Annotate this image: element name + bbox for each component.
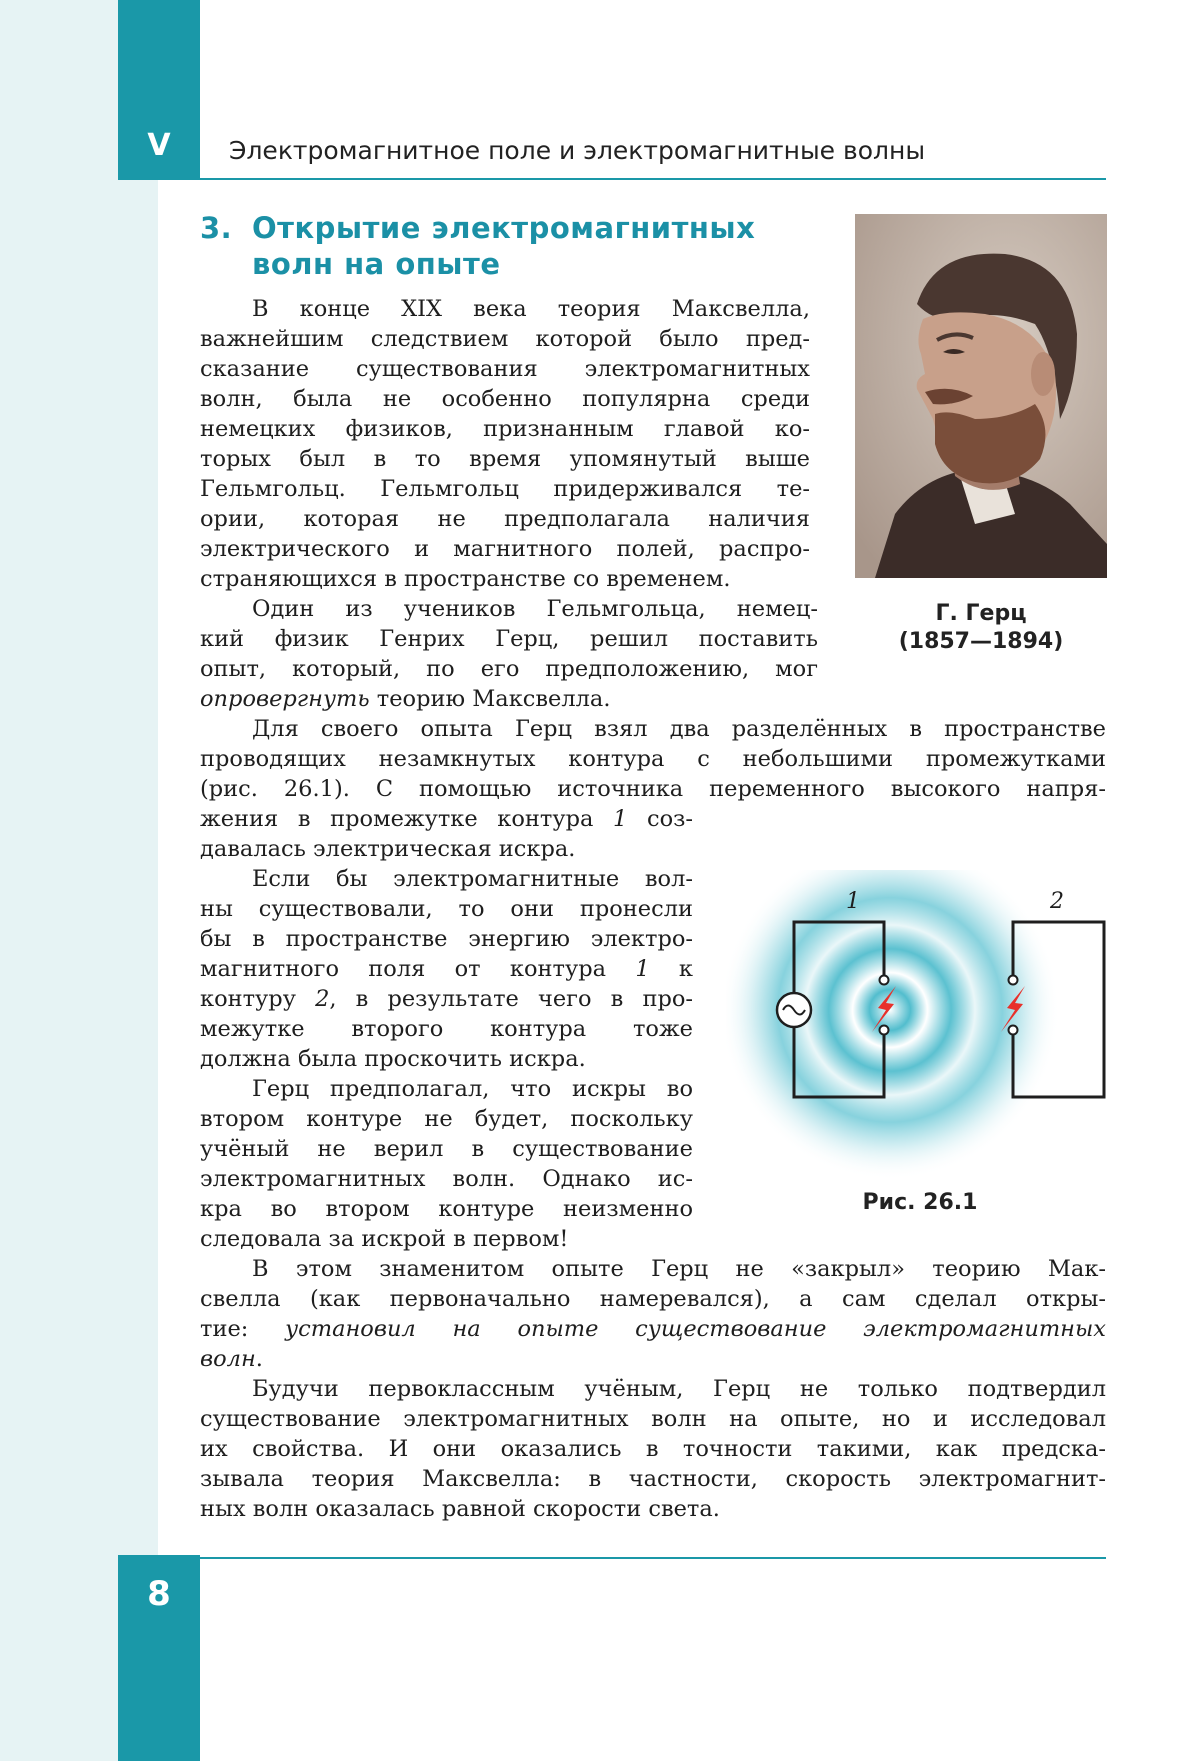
text-line: электрического и магнитного полей, распро-	[200, 536, 810, 562]
wave-field	[726, 870, 1060, 1180]
paragraph-2	[200, 594, 818, 714]
figure-26-1	[726, 870, 1116, 1190]
text-line: ны существовали, то они пронесли	[200, 896, 693, 922]
text-line: волн, была не особенно популярна среди	[200, 386, 810, 412]
section-title-line1: Открытие электромагнитных	[252, 211, 756, 245]
text-line	[200, 954, 693, 984]
text-line: Будучи первоклассным учёным, Герц не только подтвердил	[252, 1376, 1106, 1402]
section-number: 3.	[200, 211, 233, 245]
text-line: свелла (как первоначально намеревался), а сам сделал откры-	[200, 1286, 1106, 1312]
text-line: опыт, который, по его предположению, мог	[200, 656, 818, 682]
text-line	[200, 1314, 1106, 1344]
text-fragment: соз-	[627, 806, 693, 832]
page-number: 8	[147, 1574, 171, 1614]
text-fragment: к	[649, 956, 693, 982]
text-line	[200, 684, 818, 714]
emphasis-text: установил на опыте существование электромагнитных	[285, 1316, 1106, 1342]
paragraph-3-tail	[200, 804, 693, 864]
text-line: немецких физиков, признанным главой ко-	[200, 416, 810, 442]
text-line	[200, 804, 693, 834]
paragraph-4	[200, 864, 693, 1074]
hertz-portrait	[855, 214, 1107, 578]
text-line: В этом знаменитом опыте Герц не «закрыл» теорию Мак-	[252, 1256, 1106, 1282]
text-fragment: тие:	[200, 1316, 286, 1342]
text-fragment: , в результате чего в про-	[329, 986, 693, 1012]
gap-terminal	[880, 976, 889, 985]
text-line: В конце XIX века теория Максвелла,	[252, 296, 810, 322]
paragraph-1	[200, 294, 810, 594]
text-line	[200, 1344, 1106, 1374]
text-line: Гельмгольц. Гельмгольц придерживался те-	[200, 476, 810, 502]
text-fragment: контуру	[200, 986, 316, 1012]
contour-number: 1	[613, 806, 628, 832]
text-line: давалась электрическая искра.	[200, 836, 576, 862]
text-line: (рис. 26.1). С помощью источника переменного высокого напря-	[200, 776, 1106, 802]
text-line: торых был в то время упомянутый выше	[200, 446, 810, 472]
portrait-years: (1857—1894)	[898, 629, 1064, 654]
paragraph-7	[200, 1374, 1106, 1524]
chapter-number: V	[147, 128, 171, 163]
text-fragment: магнитного поля от контура	[200, 956, 636, 982]
section-title-line2: волн на опыте	[252, 247, 501, 281]
text-line: бы в пространстве энергию электро-	[200, 926, 693, 952]
text-fragment: .	[255, 1346, 263, 1372]
contour-number: 2	[315, 986, 330, 1012]
text-line: ных волн оказалась равной скорости света.	[200, 1496, 720, 1522]
portrait-caption	[855, 600, 1107, 656]
text-line	[200, 984, 693, 1014]
text-line: втором контуре не будет, поскольку	[200, 1106, 693, 1132]
text-line: кий физик Генрих Герц, решил поставить	[200, 626, 818, 652]
contour-label-1: 1	[846, 889, 860, 914]
contour-label-2: 2	[1050, 889, 1064, 914]
hertz-experiment-diagram	[726, 870, 1116, 1190]
gap-terminal	[1009, 976, 1018, 985]
portrait-drawing	[855, 214, 1107, 578]
text-line: их свойства. И они оказались в точности такими, как предска-	[200, 1436, 1106, 1462]
text-line: электромагнитных волн. Однако ис-	[200, 1166, 693, 1192]
text-line: межутке второго контура тоже	[200, 1016, 693, 1042]
text-line: следовала за искрой в первом!	[200, 1226, 569, 1252]
text-line: Для своего опыта Герц взял два разделённых в пространстве	[252, 716, 1106, 742]
text-line: существование электромагнитных волн на опыте, но и исследовал	[200, 1406, 1106, 1432]
text-fragment: жения в промежутке контура	[200, 806, 614, 832]
header-rule	[200, 178, 1106, 180]
footer-rule	[200, 1557, 1106, 1559]
text-line: проводящих незамкнутых контура с небольшими промежутками	[200, 746, 1106, 772]
paragraph-6	[200, 1254, 1106, 1374]
page-margin	[0, 0, 158, 1761]
text-line: Если бы электромагнитные вол-	[252, 866, 693, 892]
text-line: учёный не верил в существование	[200, 1136, 693, 1162]
paragraph-3	[200, 714, 1106, 804]
text-line: кра во втором контуре неизменно	[200, 1196, 693, 1222]
text-line: важнейшим следствием которой было пред-	[200, 326, 810, 352]
gap-terminal	[1009, 1026, 1018, 1035]
text-line: ории, которая не предполагала наличия	[200, 506, 810, 532]
emphasis-text: волн	[200, 1346, 256, 1372]
text-line: сказание существования электромагнитных	[200, 356, 810, 382]
contour-number: 1	[635, 956, 650, 982]
text-line: должна была проскочить искра.	[200, 1046, 586, 1072]
text-fragment: теорию Максвелла.	[369, 686, 611, 712]
text-line: страняющихся в пространстве со временем.	[200, 566, 731, 592]
text-line: зывала теория Максвелла: в частности, скорость электромагнит-	[200, 1466, 1106, 1492]
text-line: Герц предполагал, что искры во	[252, 1076, 693, 1102]
running-header: Электромагнитное поле и электромагнитные волны	[229, 136, 926, 165]
emphasis-text: опровергнуть	[200, 686, 370, 712]
portrait-name: Г. Герц	[935, 601, 1027, 626]
text-line: Один из учеников Гельмгольца, немец-	[252, 596, 818, 622]
figure-caption: Рис. 26.1	[862, 1190, 978, 1215]
section-title	[200, 210, 755, 282]
gap-terminal	[880, 1026, 889, 1035]
paragraph-5	[200, 1074, 693, 1254]
